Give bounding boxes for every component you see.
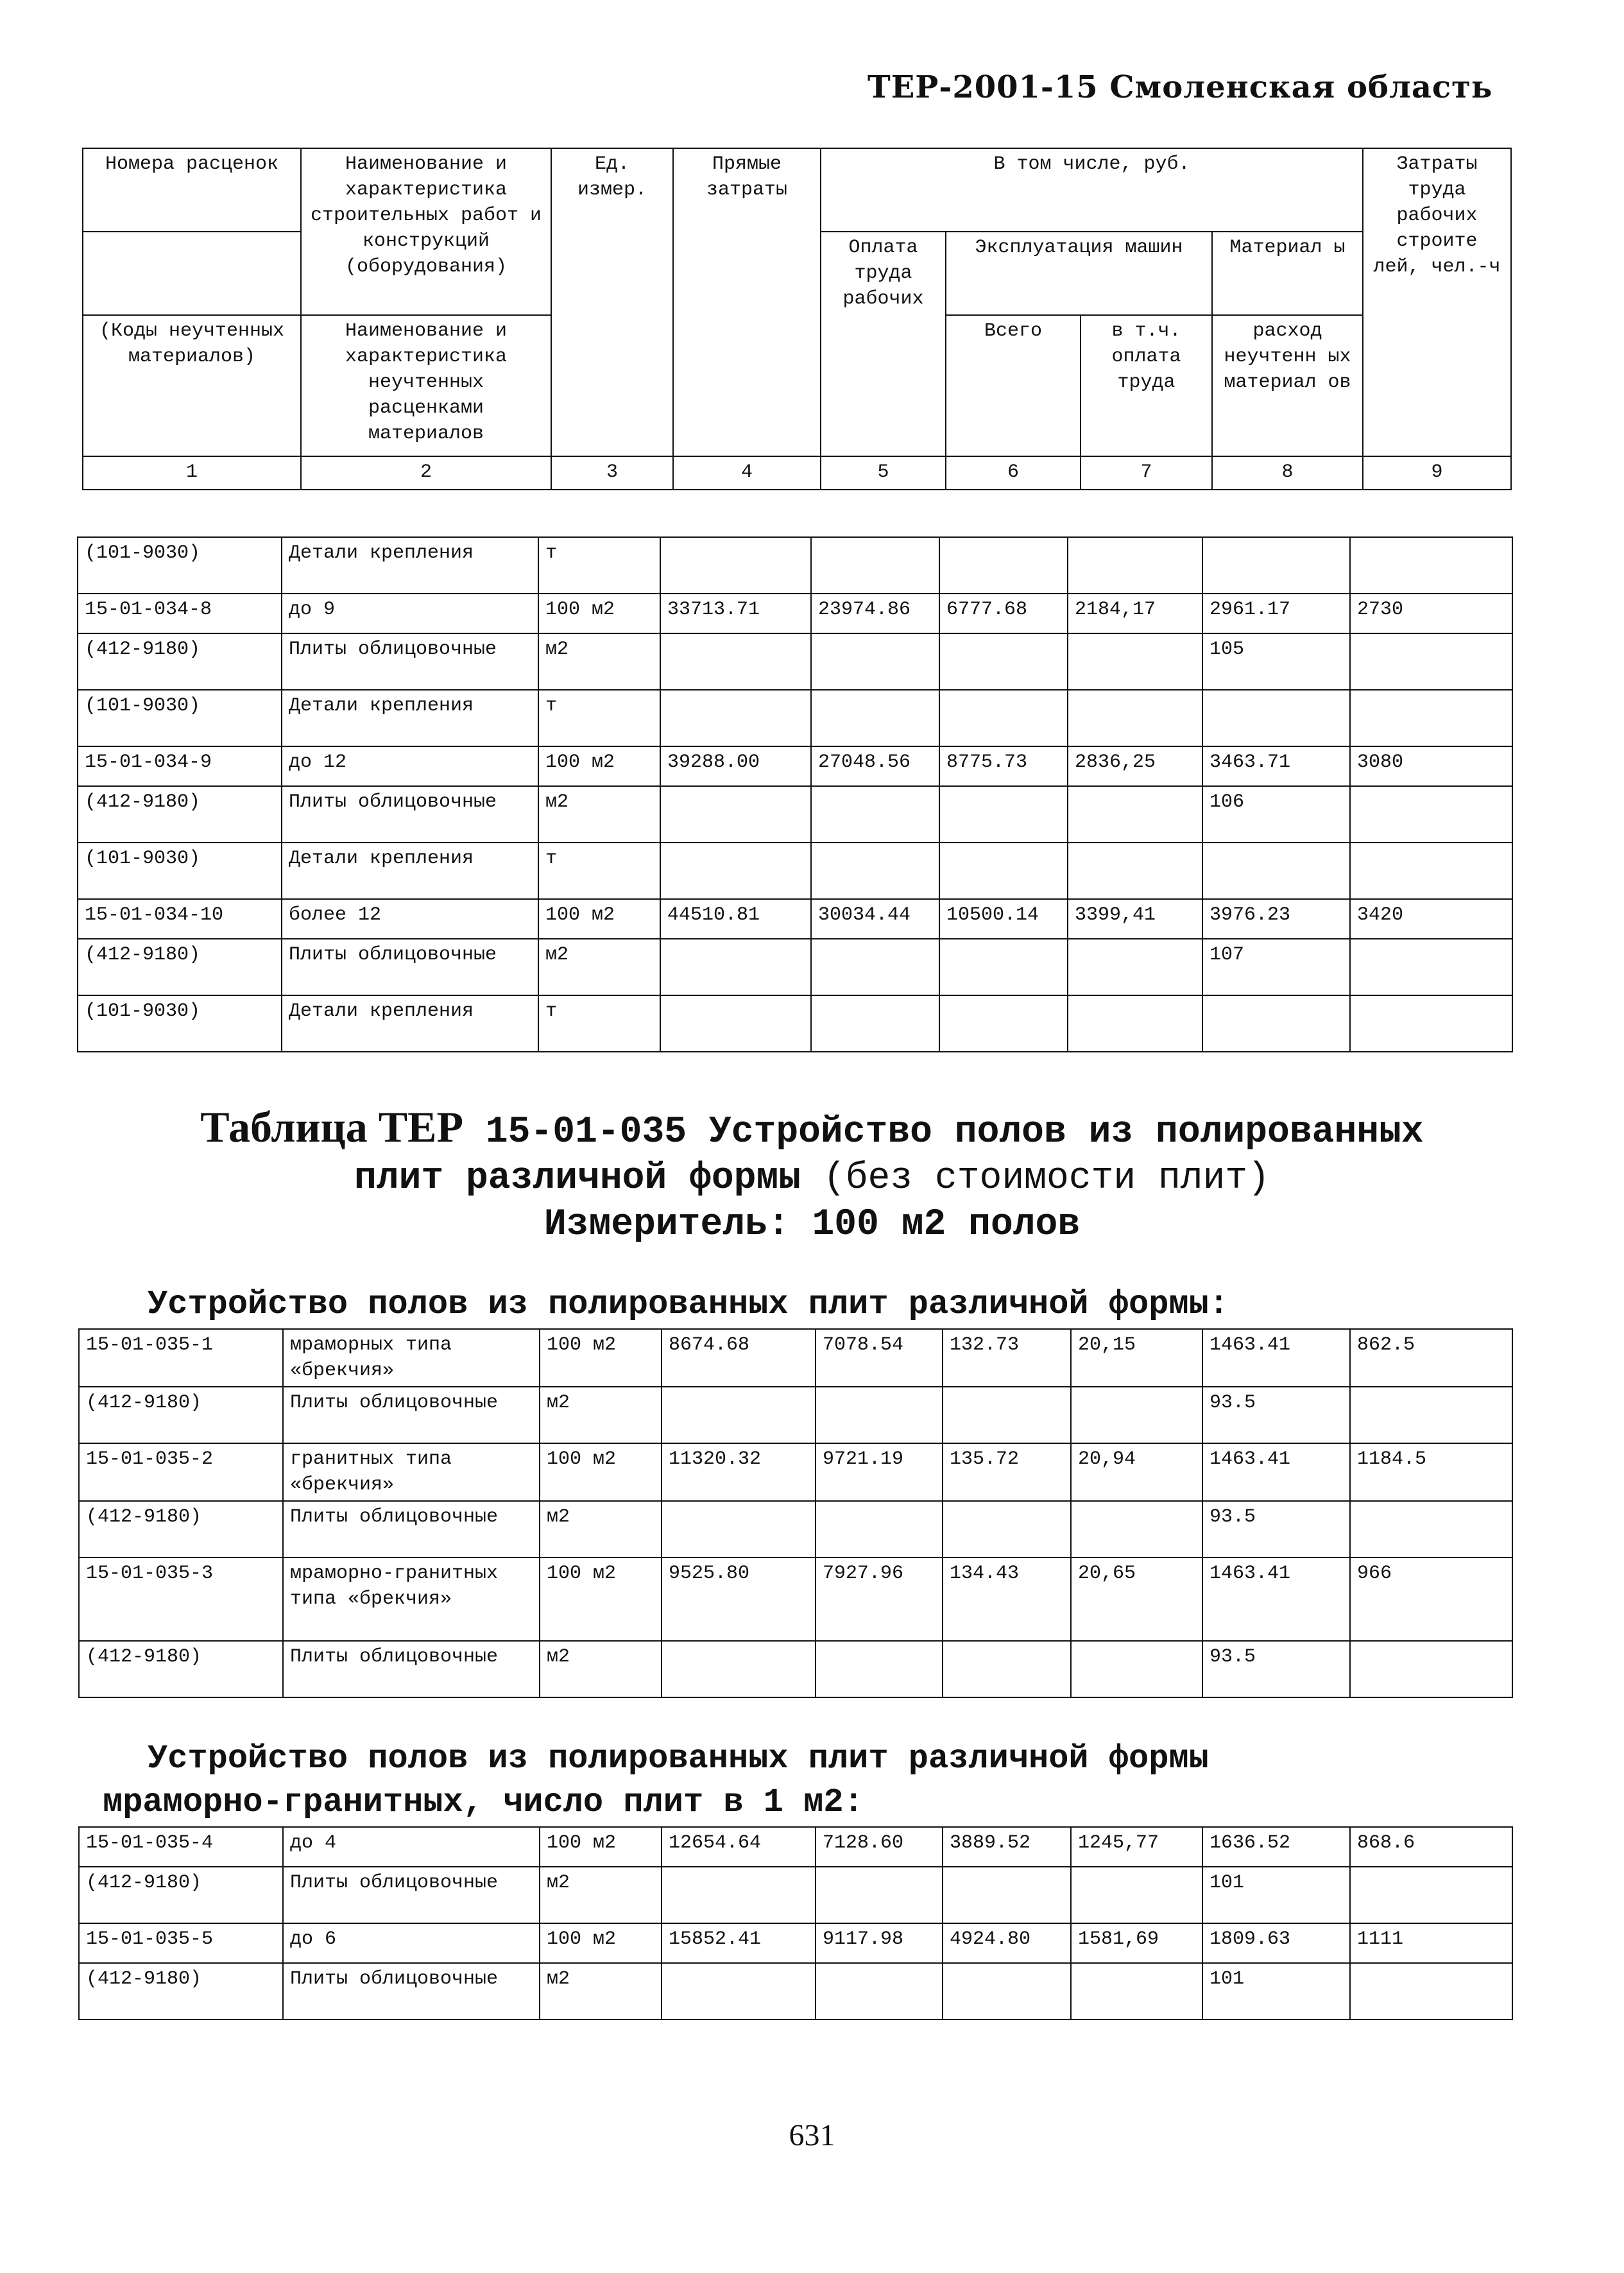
table-cell: 12654.64 xyxy=(662,1827,816,1867)
table-cell xyxy=(660,786,811,843)
table-cell xyxy=(660,537,811,594)
table-cell xyxy=(1350,939,1512,995)
table-cell: 2730 xyxy=(1350,594,1512,633)
page-number: 631 xyxy=(789,2118,835,2152)
table-cell xyxy=(816,1387,943,1443)
table-cell xyxy=(660,843,811,899)
table-cell xyxy=(1350,1387,1512,1443)
table-cell: м2 xyxy=(540,1501,662,1557)
table-row xyxy=(79,1387,1512,1443)
table-cell xyxy=(1202,995,1350,1052)
table-cell xyxy=(1071,1867,1202,1923)
col-number: 4 xyxy=(673,456,821,490)
table-cell: Детали крепления xyxy=(282,843,538,899)
table-cell xyxy=(816,1641,943,1697)
table-cell xyxy=(939,537,1068,594)
table-cell: 15-01-035-4 xyxy=(79,1827,283,1867)
table-cell xyxy=(939,690,1068,746)
col2-header: Наименование и характеристика строительных работ и конструкций (оборудования) xyxy=(301,148,551,315)
table-cell: 1809.63 xyxy=(1202,1923,1350,1963)
table-cell xyxy=(1068,633,1202,690)
table-cell: (412-9180) xyxy=(78,939,282,995)
table-cell xyxy=(943,1641,1071,1697)
table-title xyxy=(0,1104,1624,1248)
table-cell: Плиты облицовочные xyxy=(283,1641,540,1697)
table-cell: м2 xyxy=(538,939,660,995)
table-cell xyxy=(1202,843,1350,899)
table-cell: (412-9180) xyxy=(79,1641,283,1697)
table-cell xyxy=(1350,1963,1512,2020)
col5-header: Оплата труда рабочих xyxy=(821,232,946,456)
table-row xyxy=(78,939,1512,995)
col-number: 1 xyxy=(83,456,301,490)
table-cell: 862.5 xyxy=(1350,1329,1512,1387)
table-cell: 93.5 xyxy=(1202,1641,1350,1697)
table-cell: (101-9030) xyxy=(78,537,282,594)
table-cell: 3080 xyxy=(1350,746,1512,786)
table-cell xyxy=(811,843,939,899)
table-cell: 3976.23 xyxy=(1202,899,1350,939)
table-cell: Плиты облицовочные xyxy=(283,1501,540,1557)
table-row xyxy=(78,843,1512,899)
table-cell: 1245,77 xyxy=(1071,1827,1202,1867)
table-cell: 15-01-034-10 xyxy=(78,899,282,939)
col-number: 2 xyxy=(301,456,551,490)
table-row xyxy=(79,1501,1512,1557)
table-cell xyxy=(1068,939,1202,995)
table-cell: 7927.96 xyxy=(816,1557,943,1641)
table-cell: Плиты облицовочные xyxy=(283,1867,540,1923)
exp-header: Эксплуатация машин xyxy=(946,232,1212,315)
table-cell: 33713.71 xyxy=(660,594,811,633)
title-line2-normal: (без стоимости плит) xyxy=(823,1158,1270,1199)
table-cell: Детали крепления xyxy=(282,690,538,746)
table-cell xyxy=(660,995,811,1052)
table-cell: 8775.73 xyxy=(939,746,1068,786)
table-cell: мраморных типа «брекчия» xyxy=(283,1329,540,1387)
table-row xyxy=(79,1827,1512,1867)
table-cell xyxy=(660,939,811,995)
table-cell xyxy=(1350,786,1512,843)
table-cell: 6777.68 xyxy=(939,594,1068,633)
table-cell: 7128.60 xyxy=(816,1827,943,1867)
table-cell: м2 xyxy=(540,1641,662,1697)
table-cell: 93.5 xyxy=(1202,1501,1350,1557)
table-cell: Плиты облицовочные xyxy=(283,1387,540,1443)
table-cell xyxy=(662,1963,816,2020)
table-cell: 9525.80 xyxy=(662,1557,816,1641)
col3-header: Ед. измер. xyxy=(551,148,673,456)
table-cell: м2 xyxy=(538,786,660,843)
table-cell xyxy=(1350,995,1512,1052)
table-cell xyxy=(811,633,939,690)
table-cell: до 12 xyxy=(282,746,538,786)
table-cell: 1463.41 xyxy=(1202,1557,1350,1641)
table-cell: 23974.86 xyxy=(811,594,939,633)
table-cell: 7078.54 xyxy=(816,1329,943,1387)
table-row xyxy=(78,633,1512,690)
title-line3: Измеритель: 100 м2 полов xyxy=(543,1204,1081,1246)
table-cell xyxy=(943,1867,1071,1923)
table-cell xyxy=(1068,690,1202,746)
table-cell: 39288.00 xyxy=(660,746,811,786)
column-header-table xyxy=(82,148,1512,490)
table-cell: до 4 xyxy=(283,1827,540,1867)
col-number: 6 xyxy=(946,456,1081,490)
title-prefix: Таблица ТЕР xyxy=(200,1102,464,1151)
table-cell: 4924.80 xyxy=(943,1923,1071,1963)
table-cell: 10500.14 xyxy=(939,899,1068,939)
table-cell: (412-9180) xyxy=(79,1867,283,1923)
table-cell xyxy=(939,939,1068,995)
table-cell: 44510.81 xyxy=(660,899,811,939)
table-cell: 101 xyxy=(1202,1867,1350,1923)
table-cell: (101-9030) xyxy=(78,843,282,899)
table-cell xyxy=(811,786,939,843)
table-cell xyxy=(943,1501,1071,1557)
table-cell: т xyxy=(538,537,660,594)
table-cell xyxy=(811,537,939,594)
table-cell: Плиты облицовочные xyxy=(282,939,538,995)
table-cell: 106 xyxy=(1202,786,1350,843)
table-cell xyxy=(1068,995,1202,1052)
table-row xyxy=(78,899,1512,939)
table-cell xyxy=(662,1641,816,1697)
table-row xyxy=(78,746,1512,786)
col7-header: в т.ч. оплата труда xyxy=(1081,315,1212,456)
table-cell: более 12 xyxy=(282,899,538,939)
table-cell: 100 м2 xyxy=(538,899,660,939)
table-cell: 15-01-035-1 xyxy=(79,1329,283,1387)
table-cell: м2 xyxy=(540,1867,662,1923)
table-cell: 1581,69 xyxy=(1071,1923,1202,1963)
table-cell: Детали крепления xyxy=(282,537,538,594)
table-cell xyxy=(939,633,1068,690)
table-cell: 20,65 xyxy=(1071,1557,1202,1641)
table-cell: до 9 xyxy=(282,594,538,633)
table-cell xyxy=(1071,1387,1202,1443)
col8-header-bottom: расход неучтенн ых материал ов xyxy=(1212,315,1363,456)
table-row xyxy=(79,1641,1512,1697)
col-number: 9 xyxy=(1363,456,1511,490)
table-cell: (412-9180) xyxy=(79,1501,283,1557)
table-cell xyxy=(1350,633,1512,690)
table-cell: 20,15 xyxy=(1071,1329,1202,1387)
table-cell: 15-01-034-8 xyxy=(78,594,282,633)
table-cell: 1636.52 xyxy=(1202,1827,1350,1867)
section2-title-line1: Устройство полов из полированных плит различной формы xyxy=(148,1740,1209,1778)
table-cell: 100 м2 xyxy=(538,594,660,633)
table-row xyxy=(78,594,1512,633)
table-row xyxy=(78,995,1512,1052)
table-cell: 8674.68 xyxy=(662,1329,816,1387)
col6-header: Всего xyxy=(946,315,1081,456)
table-cell: 2836,25 xyxy=(1068,746,1202,786)
table-cell: 107 xyxy=(1202,939,1350,995)
table-cell: (101-9030) xyxy=(78,995,282,1052)
table-cell: гранитных типа «брекчия» xyxy=(283,1443,540,1501)
table-cell xyxy=(1202,537,1350,594)
table-cell xyxy=(816,1963,943,2020)
title-line1: 15-01-035 Устройство полов из полированных xyxy=(485,1111,1424,1153)
table-cell: 1111 xyxy=(1350,1923,1512,1963)
table-cell: мраморно-гранитных типа «брекчия» xyxy=(283,1557,540,1641)
table-cell: 15-01-035-5 xyxy=(79,1923,283,1963)
table-cell xyxy=(1068,843,1202,899)
table-cell xyxy=(1350,690,1512,746)
table-cell: 100 м2 xyxy=(540,1443,662,1501)
col-number: 3 xyxy=(551,456,673,490)
table-cell xyxy=(939,995,1068,1052)
table-cell: 132.73 xyxy=(943,1329,1071,1387)
table-row xyxy=(79,1963,1512,2020)
table-cell xyxy=(943,1963,1071,2020)
col-number: 5 xyxy=(821,456,946,490)
col-number: 8 xyxy=(1212,456,1363,490)
table-cell: (412-9180) xyxy=(79,1963,283,2020)
rates-table-035-b xyxy=(78,1826,1513,2020)
table-cell: т xyxy=(538,995,660,1052)
table-cell: 11320.32 xyxy=(662,1443,816,1501)
group-header: В том числе, руб. xyxy=(821,148,1363,232)
table-cell xyxy=(816,1501,943,1557)
table-cell: 966 xyxy=(1350,1557,1512,1641)
table-cell: 100 м2 xyxy=(540,1557,662,1641)
table-cell xyxy=(1202,690,1350,746)
table-cell: 100 м2 xyxy=(538,746,660,786)
table-cell: Плиты облицовочные xyxy=(282,633,538,690)
table-cell: (412-9180) xyxy=(79,1387,283,1443)
table-row xyxy=(78,786,1512,843)
table-cell xyxy=(1350,1501,1512,1557)
table-cell: 2961.17 xyxy=(1202,594,1350,633)
col9-header: Затраты труда рабочих строите лей, чел.-ч xyxy=(1363,148,1511,456)
table-row xyxy=(79,1923,1512,1963)
table-cell: 1463.41 xyxy=(1202,1329,1350,1387)
table-cell: 9721.19 xyxy=(816,1443,943,1501)
table-cell: 2184,17 xyxy=(1068,594,1202,633)
col4-header: Прямые затраты xyxy=(673,148,821,456)
table-cell xyxy=(660,690,811,746)
table-row xyxy=(79,1443,1512,1501)
col1-header: Номера расценок xyxy=(83,148,301,232)
table-cell xyxy=(1071,1963,1202,2020)
table-cell: 1184.5 xyxy=(1350,1443,1512,1501)
table-cell: 3420 xyxy=(1350,899,1512,939)
table-cell: 30034.44 xyxy=(811,899,939,939)
col1-spacer xyxy=(83,232,301,315)
table-cell: 105 xyxy=(1202,633,1350,690)
table-cell xyxy=(1350,1867,1512,1923)
rates-table-034 xyxy=(77,536,1513,1052)
table-cell: 3463.71 xyxy=(1202,746,1350,786)
table-cell xyxy=(811,995,939,1052)
col1-header-bottom: (Коды неучтенных материалов) xyxy=(83,315,301,456)
table-cell: 3889.52 xyxy=(943,1827,1071,1867)
table-row xyxy=(78,690,1512,746)
rates-table-035-a xyxy=(78,1328,1513,1698)
section1-title: Устройство полов из полированных плит различной формы: xyxy=(148,1285,1229,1323)
table-cell: до 6 xyxy=(283,1923,540,1963)
col-number: 7 xyxy=(1081,456,1212,490)
table-cell xyxy=(811,939,939,995)
table-cell xyxy=(1068,786,1202,843)
table-cell xyxy=(1071,1641,1202,1697)
table-cell: Детали крепления xyxy=(282,995,538,1052)
table-cell xyxy=(1350,1641,1512,1697)
table-cell xyxy=(816,1867,943,1923)
table-cell: (412-9180) xyxy=(78,633,282,690)
table-row xyxy=(79,1557,1512,1641)
table-cell: 15-01-034-9 xyxy=(78,746,282,786)
table-cell xyxy=(662,1387,816,1443)
table-cell: т xyxy=(538,690,660,746)
table-cell: (412-9180) xyxy=(78,786,282,843)
table-cell: 20,94 xyxy=(1071,1443,1202,1501)
table-cell xyxy=(660,633,811,690)
table-cell: т xyxy=(538,843,660,899)
table-cell: 134.43 xyxy=(943,1557,1071,1641)
table-cell xyxy=(943,1387,1071,1443)
title-line2-bold: плит различной формы xyxy=(354,1158,801,1199)
table-row xyxy=(79,1867,1512,1923)
table-cell xyxy=(811,690,939,746)
table-cell xyxy=(1068,537,1202,594)
table-cell: 15-01-035-2 xyxy=(79,1443,283,1501)
table-cell: 15852.41 xyxy=(662,1923,816,1963)
table-cell: 9117.98 xyxy=(816,1923,943,1963)
table-row xyxy=(78,537,1512,594)
table-cell xyxy=(662,1501,816,1557)
table-cell: 100 м2 xyxy=(540,1923,662,1963)
table-cell: 135.72 xyxy=(943,1443,1071,1501)
table-cell xyxy=(1350,537,1512,594)
table-cell: 15-01-035-3 xyxy=(79,1557,283,1641)
table-cell xyxy=(1071,1501,1202,1557)
table-cell: Плиты облицовочные xyxy=(282,786,538,843)
table-cell: м2 xyxy=(540,1387,662,1443)
table-cell: 100 м2 xyxy=(540,1329,662,1387)
table-cell: 27048.56 xyxy=(811,746,939,786)
table-cell: 100 м2 xyxy=(540,1827,662,1867)
table-cell: 868.6 xyxy=(1350,1827,1512,1867)
col8-header-top: Материал ы xyxy=(1212,232,1363,315)
table-cell: 101 xyxy=(1202,1963,1350,2020)
table-cell: 93.5 xyxy=(1202,1387,1350,1443)
table-cell xyxy=(939,843,1068,899)
table-cell: (101-9030) xyxy=(78,690,282,746)
table-cell: м2 xyxy=(540,1963,662,2020)
table-cell: 1463.41 xyxy=(1202,1443,1350,1501)
section2-title-line2: мраморно-гранитных, число плит в 1 м2: xyxy=(103,1783,864,1821)
col2-header-bottom: Наименование и характеристика неучтенных расценками материалов xyxy=(301,315,551,456)
table-cell xyxy=(662,1867,816,1923)
table-cell: м2 xyxy=(538,633,660,690)
page-header: ТЕР-2001-15 Смоленская область xyxy=(868,69,1493,105)
table-cell xyxy=(1350,843,1512,899)
table-cell: 3399,41 xyxy=(1068,899,1202,939)
table-cell: Плиты облицовочные xyxy=(283,1963,540,2020)
table-cell xyxy=(939,786,1068,843)
table-row xyxy=(79,1329,1512,1387)
